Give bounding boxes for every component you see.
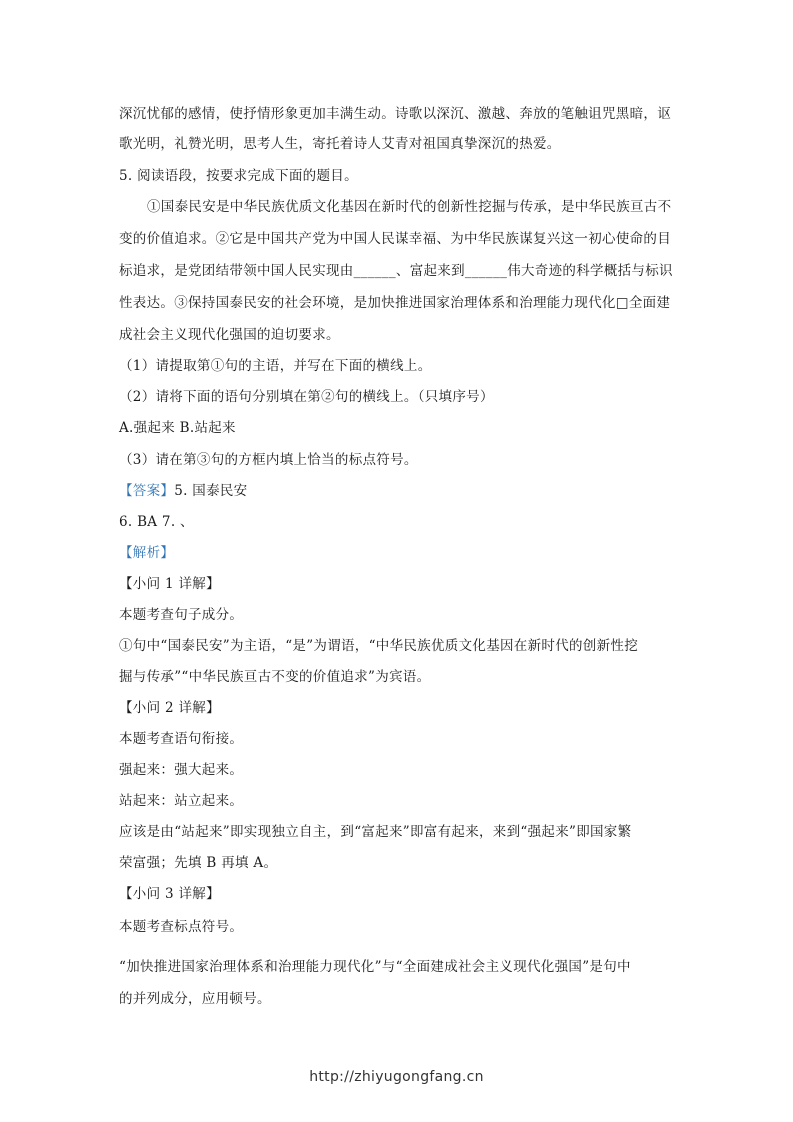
- intro-line-1: 深沉忧郁的感情，使抒情形象更加丰满生动。诗歌以深沉、激越、奔放的笔触诅咒黑暗，讴: [119, 106, 671, 122]
- q3-heading: 【小问 3 详解】: [119, 886, 220, 902]
- sub-question-2: （2）请将下面的语句分别填在第②句的横线上。（只填序号）: [119, 389, 494, 405]
- q2-line-3: 站起来：站立起来。: [119, 793, 244, 809]
- question-title: 5. 阅读语段，按要求完成下面的题目。: [119, 168, 358, 184]
- q3-line-1: 本题考查标点符号。: [119, 919, 244, 935]
- answer-text: 5. 国泰民安: [174, 483, 248, 499]
- passage-line-2: 变的价值追求。②它是中国共产党为中国人民谋幸福、为中华民族谋复兴这一初心使命的目: [119, 231, 671, 247]
- intro-line-2: 歌光明，礼赞光明，思考人生，寄托着诗人艾青对祖国真挚深沉的热爱。: [119, 136, 561, 152]
- q3-line-3: 的并列成分，应用顿号。: [119, 991, 271, 1007]
- q1-line-1: 本题考查句子成分。: [119, 607, 244, 623]
- passage-line-5: 成社会主义现代化强国的迫切要求。: [119, 327, 340, 343]
- q2-line-1: 本题考查语句衔接。: [119, 731, 244, 747]
- q2-line-4: 应该是由“站起来”即实现独立自主，到“富起来”即富有起来，来到“强起来”即国家繁: [119, 824, 632, 840]
- options-line: A.强起来 B.站起来: [119, 420, 236, 436]
- passage-line-3: 标追求，是党团结带领中国人民实现由______、富起来到______伟大奇迹的科学概括与标识: [119, 263, 673, 279]
- q2-line-2: 强起来：强大起来。: [119, 762, 244, 778]
- q1-line-3: 掘与传承”“中华民族亘古不变的价值追求”为宾语。: [119, 669, 431, 685]
- passage-line-4: 性表达。③保持国泰民安的社会环境，是加快推进国家治理体系和治理能力现代化□全面建: [119, 295, 671, 311]
- analysis-tag: 【解析】: [119, 545, 175, 561]
- q1-heading: 【小问 1 详解】: [119, 576, 220, 592]
- answer-tag: 【答案】: [119, 483, 175, 499]
- q3-line-2: “加快推进国家治理体系和治理能力现代化”与“全面建成社会主义现代化强国”是句中: [119, 959, 631, 975]
- passage-line-1: ①国泰民安是中华民族优质文化基因在新时代的创新性挖掘与传承，是中华民族亘古不: [147, 199, 672, 215]
- answer-line: [119, 481, 247, 501]
- q2-line-5: 荣富强；先填 B 再填 A。: [119, 855, 278, 871]
- q2-heading: 【小问 2 详解】: [119, 700, 220, 716]
- answer-line-2: 6. BA 7. 、: [119, 514, 194, 530]
- q1-line-2: ①句中“国泰民安”为主语，“是”为谓语，“中华民族优质文化基因在新时代的创新性挖: [119, 638, 639, 654]
- footer-url[interactable]: http://zhiyugongfang.cn: [309, 1069, 484, 1085]
- sub-question-1: （1）请提取第①句的主语，并写在下面的横线上。: [119, 358, 432, 374]
- sub-question-3: （3）请在第③句的方框内填上恰当的标点符号。: [119, 452, 418, 468]
